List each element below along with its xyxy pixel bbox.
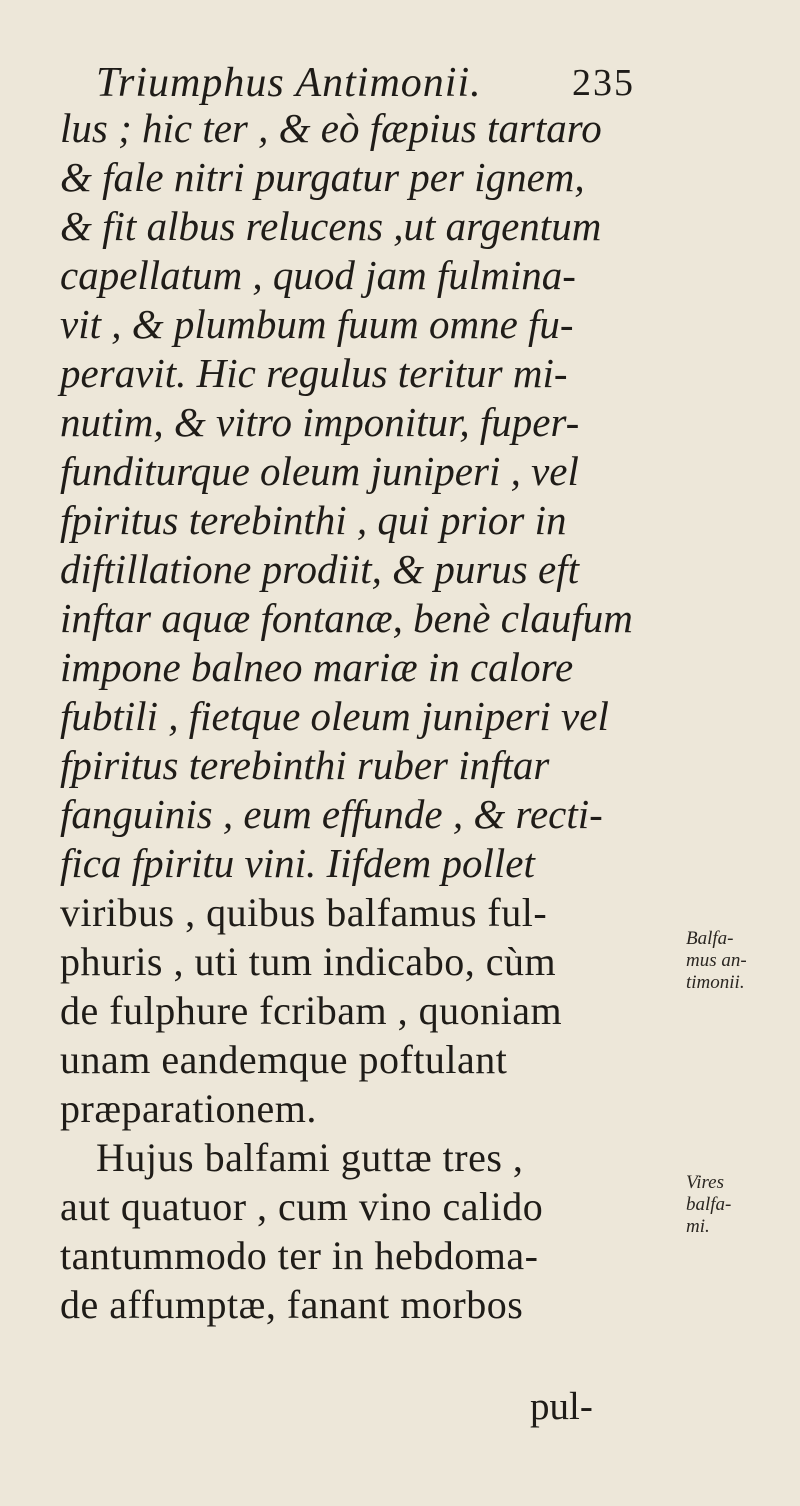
marginal-note-vires — [686, 1172, 798, 1238]
page-number: 235 — [572, 62, 635, 104]
text-line: fpiritus terebinthi ruber inftar — [60, 742, 550, 788]
text-line: & fale nitri purgatur per ignem, — [60, 154, 585, 200]
text-line: & fit albus relucens ,ut argentum — [60, 203, 602, 249]
text-line: fubtili , fietque oleum juniperi vel — [60, 693, 609, 739]
text-line: funditurque oleum juniperi , vel — [60, 448, 579, 494]
text-line: inftar aquæ fontanæ, benè claufum — [60, 595, 633, 641]
marginal-line: timonii. — [686, 972, 745, 993]
page-header — [0, 58, 800, 108]
text-line: fanguinis , eum effunde , & recti- — [60, 791, 603, 837]
text-line: diftillatione prodiit, & purus eft — [60, 546, 579, 592]
text-line: fpiritus terebinthi , qui prior in — [60, 497, 567, 543]
text-line: phuris , uti tum indicabo, cùm — [60, 939, 557, 984]
text-line: lus ; hic ter , & eò fæpius tartaro — [60, 105, 602, 151]
text-line: viribus , quibus balfamus ful- — [60, 890, 548, 935]
marginal-line: Vires — [686, 1172, 724, 1193]
text-line: peravit. Hic regulus teritur mi- — [60, 350, 568, 396]
text-line: capellatum , quod jam fulmina- — [60, 252, 576, 298]
text-line: unam eandemque poftulant — [60, 1037, 508, 1082]
text-line: vit , & plumbum fuum omne fu- — [60, 301, 574, 347]
text-line: de affumptæ, fanant morbos — [60, 1282, 524, 1327]
marginal-line: Balfa- — [686, 928, 734, 949]
text-line: impone balneo mariæ in calore — [60, 644, 574, 690]
running-title: Triumphus Antimonii. — [96, 60, 482, 106]
text-line: de fulphure fcribam , quoniam — [60, 988, 563, 1033]
catchword: pul- — [530, 1385, 593, 1428]
marginal-line: balfa- — [686, 1194, 732, 1215]
marginal-note-balsamus — [686, 928, 798, 994]
text-line: nutim, & vitro imponitur, fuper- — [60, 399, 580, 445]
marginal-line: mi. — [686, 1216, 710, 1237]
text-line: tantummodo ter in hebdoma- — [60, 1233, 539, 1278]
text-line: aut quatuor , cum vino calido — [60, 1184, 544, 1229]
marginal-line: mus an- — [686, 950, 747, 971]
body-text — [60, 104, 633, 1329]
text-line: Hujus balfami guttæ tres , — [96, 1135, 524, 1180]
text-line: præparationem. — [60, 1086, 317, 1131]
text-line: fica fpiritu vini. Iifdem pollet — [60, 840, 535, 886]
